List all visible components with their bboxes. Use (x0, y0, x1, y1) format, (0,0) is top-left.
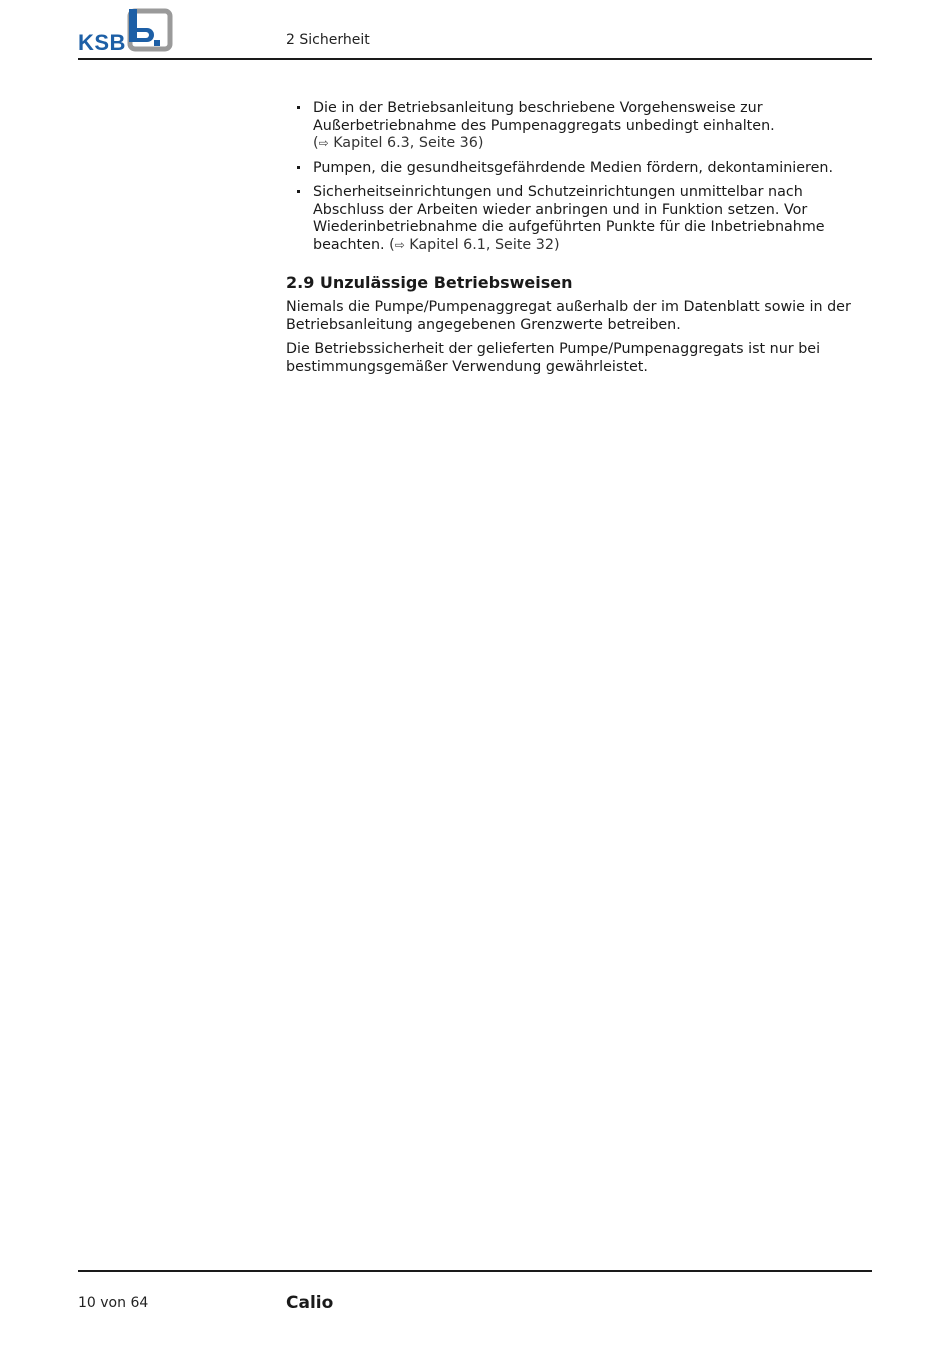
main-content (286, 100, 866, 383)
bullet-marker (297, 190, 300, 193)
section-paragraph: Niemals die Pumpe/Pumpenaggregat außerhalb der im Datenblatt sowie in der Betriebsanleitung angegebenen Grenzwerte betreiben. (286, 299, 851, 333)
list-item-text: Die in der Betriebsanleitung beschriebene Vorgehensweise zur Außerbetriebnahme des Pumpenaggregats unbedingt einhalten. (313, 100, 775, 134)
logo-text: KSB (78, 30, 126, 55)
bullet-marker (297, 106, 300, 109)
product-name: Calio (286, 1293, 334, 1313)
cross-reference-link[interactable]: (⇨ Kapitel 6.3, Seite 36) (313, 135, 484, 151)
cross-reference-text: Kapitel 6.1, Seite 32 (409, 236, 554, 253)
cross-reference-link[interactable]: (⇨ Kapitel 6.1, Seite 32) (389, 236, 560, 253)
bullet-list (286, 100, 866, 254)
list-item-text: Pumpen, die gesundheitsgefährdende Medien fördern, dekontaminieren. (313, 159, 834, 176)
section-paragraph: Die Betriebssicherheit der gelieferten Pumpe/Pumpenaggregats ist nur bei bestimmungsgemäßer Verwendung gewährleistet. (286, 341, 821, 375)
list-item (286, 100, 866, 153)
header-section-title: 2 Sicherheit (286, 32, 370, 48)
logo-mark-icon (124, 8, 174, 52)
footer-rule (78, 1270, 872, 1272)
bullet-marker (297, 166, 300, 169)
page-number: 10 von 64 (78, 1295, 149, 1311)
header-rule (78, 58, 872, 60)
ksb-logo (78, 8, 174, 55)
arrow-right-icon: ⇨ (318, 136, 329, 150)
cross-reference-text: Kapitel 6.3, Seite 36 (333, 135, 478, 151)
list-item (286, 160, 866, 178)
list-item-text: Sicherheitseinrichtungen und Schutzeinrichtungen unmittelbar nach Abschluss der Arbeiten wieder anbringen und in Funktion setzen. Vor Wiederinbetriebnahme die aufgeführten Punkte für die Inbetriebnahme beachten. (313, 184, 825, 253)
section-heading: 2.9 Unzulässige Betriebsweisen (286, 273, 573, 292)
list-item (286, 184, 866, 254)
arrow-right-icon: ⇨ (394, 237, 405, 252)
